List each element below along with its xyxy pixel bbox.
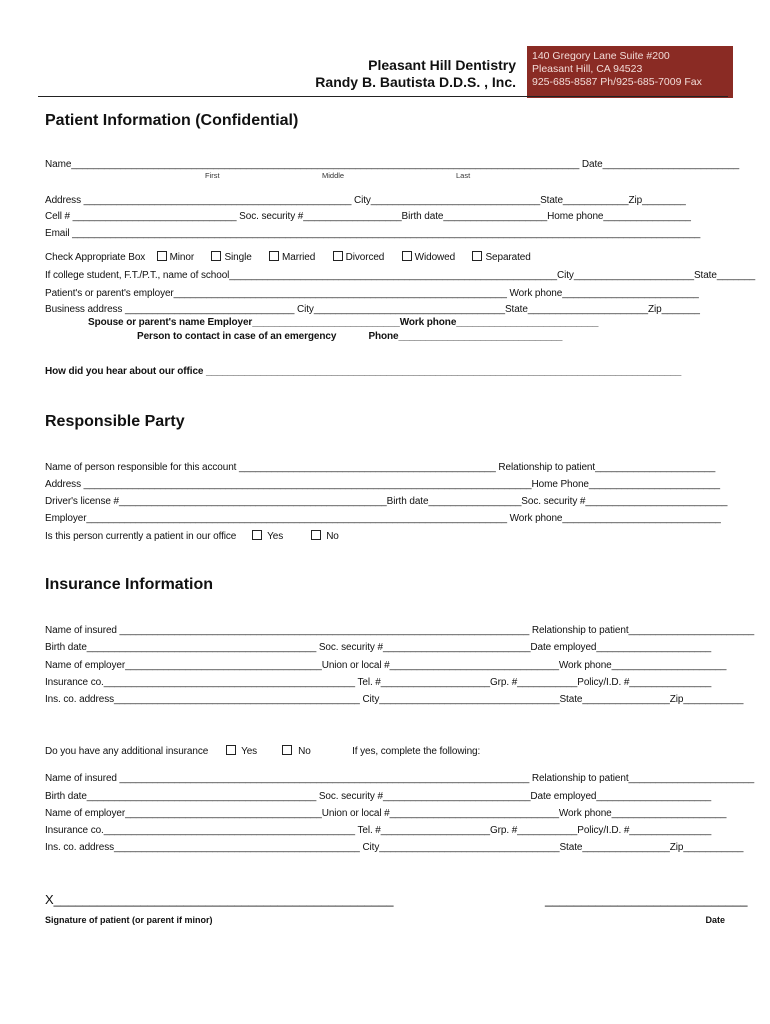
check-box-label: Check Appropriate Box [45,252,146,263]
current-patient-row [45,530,339,542]
additional-insurance-no-label: No [298,746,311,757]
signature-label: Signature of patient (or parent if minor) [45,915,213,925]
insured-birthdate-field[interactable]: Birth date__________________________________________ Soc. security #___________________________Date employed_____________________ [45,642,712,653]
last-sublabel: Last [456,171,471,180]
additional-insurance-row [45,745,480,757]
middle-sublabel: Middle [322,171,345,180]
first-sublabel: First [205,171,220,180]
secondary-insured-name-field[interactable]: Name of insured ___________________________________________________________________________ Relationship to patient_______________________ [45,773,755,784]
patient-section-title: Patient Information (Confidential) [45,112,299,129]
patient-address-field[interactable]: Address _________________________________________________ City_______________________________State____________Zip________ [45,195,686,206]
patient-email-field[interactable]: Email ___________________________________________________________________________________________________________________ [45,228,701,239]
date-line[interactable]: ____________________________ [545,892,748,907]
additional-insurance-no-checkbox[interactable] [282,745,292,755]
address-line-2: Pleasant Hill, CA 94523 [532,63,643,75]
emergency-contact-field[interactable]: Person to contact in case of an emergency Phone______________________________ [137,331,563,342]
married-label: Married [282,252,316,263]
referral-source-field[interactable]: How did you hear about our office _______________________________________________________________________________________ [45,366,682,377]
additional-insurance-yes-label: Yes [241,746,258,757]
address-box [527,46,733,98]
insurance-address-field[interactable]: Ins. co. address_____________________________________________ City_________________________________State________________Zip___________ [45,694,744,705]
minor-label: Minor [169,252,195,263]
secondary-insured-employer-field[interactable]: Name of employer____________________________________Union or local #_______________________________Work phone_____________________ [45,808,727,819]
separated-checkbox[interactable] [472,251,482,261]
doctor-name: Randy B. Bautista D.D.S. , Inc. [315,74,516,90]
secondary-insurance-address-field[interactable]: Ins. co. address_____________________________________________ City_________________________________State________________Zip___________ [45,842,744,853]
spouse-employer-field[interactable]: Spouse or parent's name Employer___________________________Work phone__________________________ [88,317,599,328]
address-line-1: 140 Gregory Lane Suite #200 [532,50,670,62]
divorced-checkbox[interactable] [333,251,343,261]
separated-label: Separated [485,252,531,263]
phone-fax: 925-685-8587 Ph/925-685-7009 Fax [532,76,702,88]
patient-employer-field[interactable]: Patient's or parent's employer_____________________________________________________________ Work phone_________________________ [45,288,699,299]
responsible-name-field[interactable]: Name of person responsible for this account _______________________________________________ Relationship to patient______________________ [45,462,716,473]
date-label: Date [705,915,725,925]
additional-insurance-yes-checkbox[interactable] [226,745,236,755]
drivers-license-field[interactable]: Driver's license #_________________________________________________Birth date_________________Soc. security #__________________________ [45,496,728,507]
additional-insurance-instruction: If yes, complete the following: [352,746,481,757]
responsible-section-title: Responsible Party [45,413,185,430]
signature-line[interactable]: X_______________________________________________ [45,892,394,907]
insurance-company-field[interactable]: Insurance co.______________________________________________ Tel. #____________________Grp. #___________Policy/I.D. #_______________ [45,677,712,688]
current-patient-yes-label: Yes [267,531,284,542]
patient-name-field[interactable]: Name_____________________________________________________________________________________________ Date_________________________ [45,159,740,170]
minor-checkbox[interactable] [157,251,167,261]
divorced-label: Divorced [345,252,385,263]
insurance-section-title: Insurance Information [45,576,214,593]
married-checkbox[interactable] [269,251,279,261]
single-checkbox[interactable] [211,251,221,261]
header-divider [38,96,728,97]
single-label: Single [224,252,252,263]
marital-status-row [45,251,531,263]
current-patient-question: Is this person currently a patient in our office [45,531,237,542]
patient-cell-field[interactable]: Cell # ______________________________ Soc. security #__________________Birth date___________________Home phone________________ [45,211,691,222]
additional-insurance-question: Do you have any additional insurance [45,746,209,757]
widowed-label: Widowed [414,252,456,263]
practice-name: Pleasant Hill Dentistry [368,57,516,73]
widowed-checkbox[interactable] [402,251,412,261]
college-student-field[interactable]: If college student, F.T./P.T., name of school____________________________________________________________City______________________State_______ [45,270,756,281]
business-address-field[interactable]: Business address _______________________________ City___________________________________State______________________Zip_______ [45,304,700,315]
current-patient-no-checkbox[interactable] [311,530,321,540]
secondary-insured-birthdate-field[interactable]: Birth date__________________________________________ Soc. security #___________________________Date employed_____________________ [45,791,712,802]
secondary-insurance-company-field[interactable]: Insurance co.______________________________________________ Tel. #____________________Grp. #___________Policy/I.D. #_______________ [45,825,712,836]
current-patient-yes-checkbox[interactable] [252,530,262,540]
insured-name-field[interactable]: Name of insured ___________________________________________________________________________ Relationship to patient_______________________ [45,625,755,636]
responsible-address-field[interactable]: Address __________________________________________________________________________________Home Phone________________________ [45,479,720,490]
insured-employer-field[interactable]: Name of employer____________________________________Union or local #_______________________________Work phone_____________________ [45,660,727,671]
responsible-employer-field[interactable]: Employer_____________________________________________________________________________ Work phone_____________________________ [45,513,721,524]
current-patient-no-label: No [326,531,339,542]
